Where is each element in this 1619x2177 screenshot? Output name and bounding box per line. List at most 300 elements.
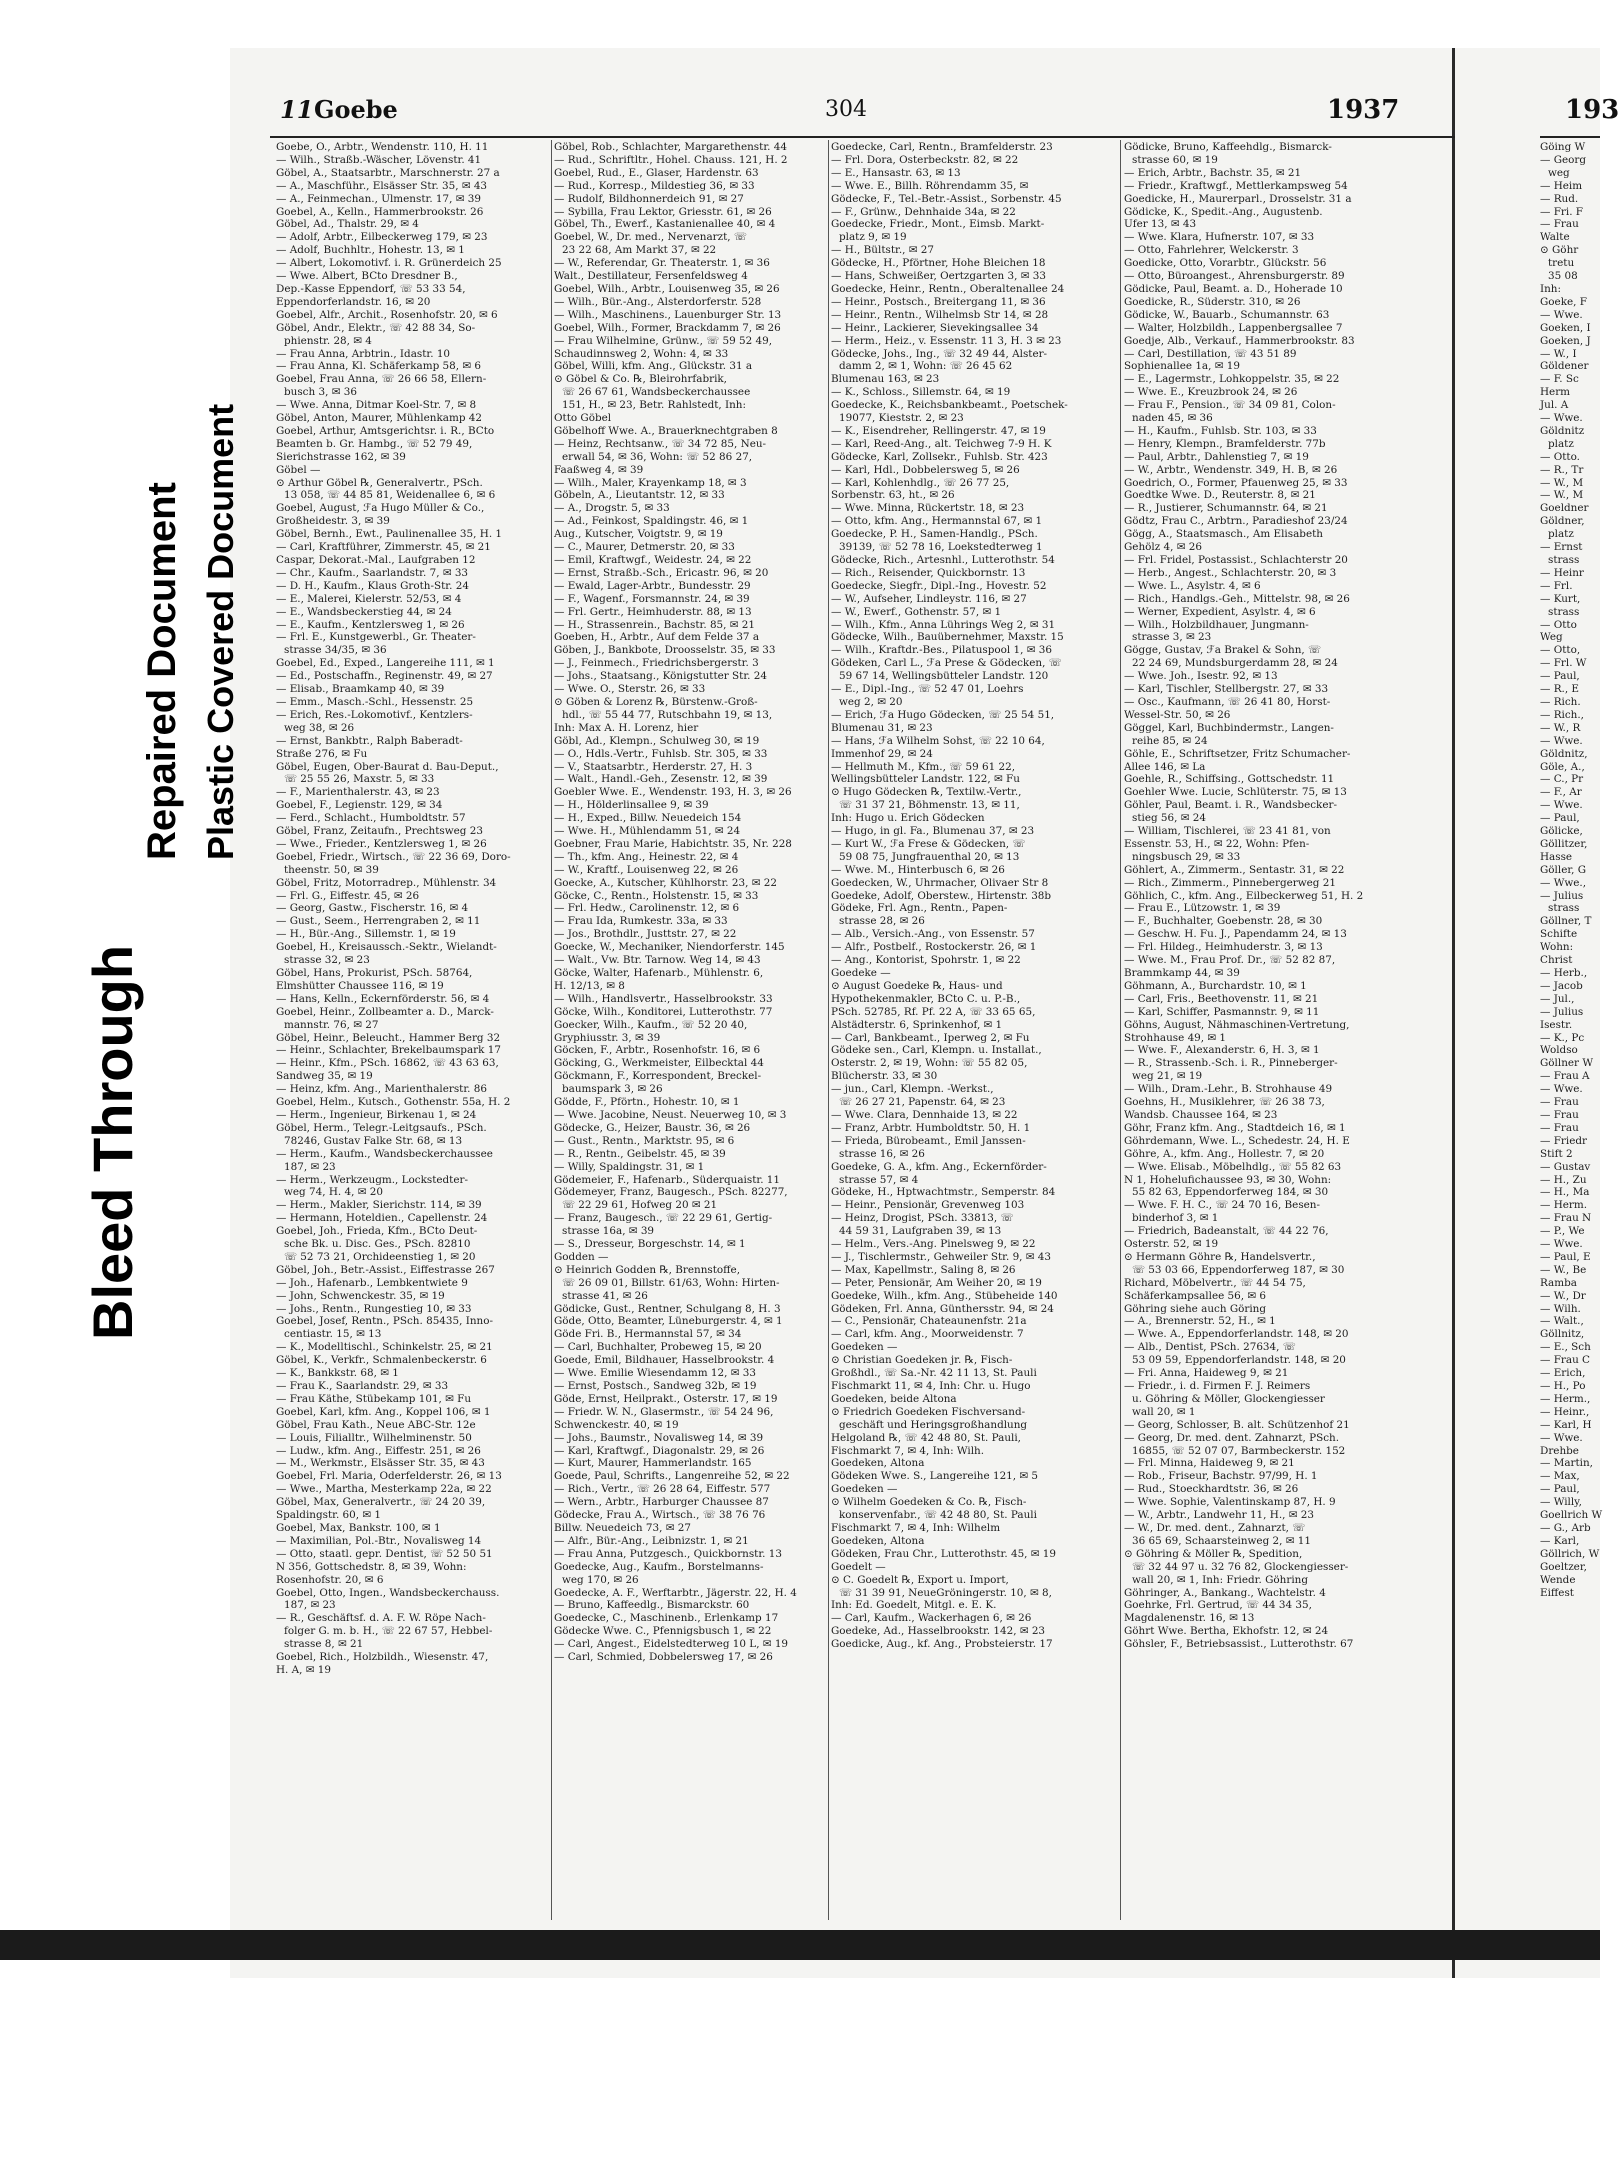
directory-entry: — Kurt, xyxy=(1540,592,1581,605)
directory-entry: — Carl, Buchhalter, Probeweg 15, ✉ 20 xyxy=(554,1341,762,1354)
page-bottom-edge xyxy=(0,1930,1600,1960)
directory-entry: — Wilh., Kfm., Anna Lührings Weg 2, ✉ 31 xyxy=(831,618,1056,631)
directory-entry: Woldso xyxy=(1540,1044,1578,1057)
directory-entry: Isestr. xyxy=(1540,1018,1573,1031)
next-page-column-fragment xyxy=(1540,141,1603,1921)
directory-entry: — Erich, Arbtr., Bachstr. 35, ✉ 21 xyxy=(1124,166,1302,179)
directory-entry: — Karl, Reed-Ang., alt. Teichweg 7-9 H. K xyxy=(831,437,1052,450)
directory-entry: Göldener xyxy=(1540,360,1589,373)
directory-entry: — Erich, Res.-Lokomotivf., Kentzlers- xyxy=(276,708,473,721)
directory-entry: — Frl. Hedw., Carolinenstr. 12, ✉ 6 xyxy=(554,902,740,915)
directory-entry: ☏ 31 39 91, NeueGröningerstr. 10, ✉ 8, xyxy=(839,1586,1052,1599)
directory-entry: Goedecke, Siegfr., Dipl.-Ing., Hovestr. 52 xyxy=(831,579,1047,592)
directory-entry: — Wwe. Minna, Rückertstr. 18, ✉ 23 xyxy=(831,502,1025,515)
directory-entry: Goebel, Alfr., Archit., Rosenhofstr. 20, ✉ 6 xyxy=(276,308,498,321)
directory-entry: Osterstr. 52, ✉ 19 xyxy=(1124,1238,1219,1251)
directory-entry: hdl., ☏ 55 44 77, Rutschbahn 19, ✉ 13, xyxy=(562,708,773,721)
directory-entry: Eiffest xyxy=(1540,1586,1574,1599)
directory-entry: tretu xyxy=(1548,257,1575,270)
column-separator xyxy=(1120,140,1121,1920)
directory-entry: — Carl, kfm. Ang., Moorweidenstr. 7 xyxy=(831,1328,1024,1341)
repaired-document-label: Repaired Document xyxy=(140,482,184,860)
directory-entry: Sierichstrasse 162, ✉ 39 xyxy=(276,450,406,463)
directory-entry: — Paul, xyxy=(1540,812,1580,825)
directory-entry: — Frl. G., Eiffestr. 45, ✉ 26 xyxy=(276,889,420,902)
directory-entry: — Wern., Arbtr., Harburger Chaussee 87 xyxy=(554,1496,769,1509)
directory-entry: — Paul, xyxy=(1540,1483,1580,1496)
directory-entry: — Julius xyxy=(1540,1005,1584,1018)
directory-entry: Goebel, Karl, kfm. Ang., Koppel 106, ✉ 1 xyxy=(276,1405,491,1418)
directory-entry: — E., Sch xyxy=(1540,1341,1591,1354)
directory-entry: — K., Schloss., Sillemstr. 64, ✉ 19 xyxy=(831,386,1011,399)
directory-entry: Goebel, Frau Anna, ☏ 26 66 58, Ellern- xyxy=(276,373,487,386)
directory-entry: — Rich., Handlgs.-Geh., Mittelstr. 98, ✉ 26 xyxy=(1124,592,1350,605)
directory-entry: — Friedr xyxy=(1540,1134,1587,1147)
directory-entry: Goedtke Wwe. D., Reuterstr. 8, ✉ 21 xyxy=(1124,489,1316,502)
directory-entry: Göle, A., xyxy=(1540,760,1585,773)
directory-entry: reihe 85, ✉ 24 xyxy=(1132,734,1208,747)
directory-entry: Goebe, O., Arbtr., Wendenstr. 110, H. 11 xyxy=(276,141,489,153)
directory-entry: Gödicke, Bruno, Kaffeehdlg., Bismarck- xyxy=(1124,141,1332,153)
directory-entry: — Wwe. Jacobine, Neust. Neuerweg 10, ✉ 3 xyxy=(554,1108,787,1121)
directory-entry: — W., Arbtr., Wendenstr. 349, H. B, ✉ 26 xyxy=(1124,463,1338,476)
directory-entry: Goeken, I xyxy=(1540,321,1591,334)
directory-entry: — Willy, xyxy=(1540,1496,1582,1509)
directory-entry: Beamten b. Gr. Hambg., ☏ 52 79 49, xyxy=(276,437,473,450)
directory-entry: — Wwe. xyxy=(1540,799,1583,812)
directory-entry: Goedecke, C., Maschinenb., Erlenkamp 17 xyxy=(554,1612,779,1625)
directory-entry: — H., Bültstr., ✉ 27 xyxy=(831,244,934,257)
directory-entry: Gehölz 4, ✉ 26 xyxy=(1124,541,1202,554)
directory-entry: Blumenau 163, ✉ 23 xyxy=(831,373,940,386)
directory-entry: — F., Ar xyxy=(1540,786,1582,799)
directory-entry: — Th., kfm. Ang., Heinestr. 22, ✉ 4 xyxy=(554,850,739,863)
directory-entry: Aug., Kutscher, Voigtstr. 9, ✉ 19 xyxy=(554,528,723,541)
directory-entry: Gödecke, F., Tel.-Betr.-Assist., Sorbenstr. 45 xyxy=(831,192,1062,205)
directory-entry: — Wwe. A., Eppendorferlandstr. 148, ✉ 20 xyxy=(1124,1328,1349,1341)
directory-entry: Goebler Wwe. E., Wendenstr. 193, H. 3, ✉ 26 xyxy=(554,786,792,799)
directory-entry: — Frau xyxy=(1540,1108,1579,1121)
directory-entry: — Rud., Schriftltr., Hohel. Chauss. 121, H. 2 xyxy=(554,153,788,166)
directory-entry: Spaldingstr. 60, ✉ 1 xyxy=(276,1509,381,1522)
directory-entry: Göbeln, A., Lieutantstr. 12, ✉ 33 xyxy=(554,489,725,502)
directory-entry: Göhringer, A., Bankang., Wachtelstr. 4 xyxy=(1124,1586,1326,1599)
directory-entry: — K., Bankkstr. 68, ✉ 1 xyxy=(276,1367,399,1380)
directory-entry: — Wwe., xyxy=(1540,876,1587,889)
directory-entry: — Rud., Stoeckhardtstr. 36, ✉ 26 xyxy=(1124,1483,1299,1496)
directory-entry: Goebel, A., Kelln., Hammerbrookstr. 26 xyxy=(276,205,484,218)
directory-entry: Göhsler, F., Betriebsassist., Lutterothstr. 67 xyxy=(1124,1638,1354,1651)
directory-entry: — Frl. Fridel, Postassist., Schlachterstr 20 xyxy=(1124,554,1348,566)
directory-entry: Gödeke sen., Carl, Klempn. u. Installat., xyxy=(831,1044,1042,1057)
directory-entry: Gödecke, G., Heizer, Baustr. 36, ✉ 26 xyxy=(554,1121,751,1134)
directory-entry: 35 08 xyxy=(1548,270,1578,283)
directory-entry: weg 74, H. 4, ✉ 20 xyxy=(284,1186,383,1199)
directory-entry: N 356, Gottschedstr. 8, ✉ 39, Wohn: xyxy=(276,1560,467,1573)
directory-entry: — Rudolf, Bildhonnerdeich 91, ✉ 27 xyxy=(554,192,744,205)
directory-entry: ☏ 32 44 97 u. 32 76 82, Glockengiesser- xyxy=(1132,1560,1349,1573)
directory-entry: ☏ 31 37 21, Böhmenstr. 13, ✉ 11, xyxy=(839,799,1020,812)
directory-entry: Goebel, H., Kreisaussch.-Sektr., Wielandt- xyxy=(276,941,497,954)
directory-entry: Goedecke, K., Reichsbankbeamt., Poetschek- xyxy=(831,399,1068,412)
directory-entry: konservenfabr., ☏ 42 48 80, St. Pauli xyxy=(839,1509,1037,1522)
directory-entry: — Jul., xyxy=(1540,992,1575,1005)
directory-entry: — Hugo, in gl. Fa., Blumenau 37, ✉ 23 xyxy=(831,825,1035,838)
directory-entry: — Werner, Expedient, Asylstr. 4, ✉ 6 xyxy=(1124,605,1316,618)
directory-entry: Göbelhoff Wwe. A., Brauerknechtgraben 8 xyxy=(554,424,778,437)
directory-entry: — Wwe. xyxy=(1540,412,1583,425)
directory-entry: 78246, Gustav Falke Str. 68, ✉ 13 xyxy=(284,1134,463,1147)
directory-entry: — H., Bür.-Ang., Sillemstr. 1, ✉ 19 xyxy=(276,928,456,941)
running-head-word: Goebe xyxy=(314,95,398,124)
directory-entry: Goedrich, O., Former, Pfauenweg 25, ✉ 33 xyxy=(1124,476,1348,489)
directory-entry: Inh: Hugo u. Erich Gödecken xyxy=(831,812,985,825)
directory-entry: — Martin, xyxy=(1540,1457,1593,1470)
directory-entry: Göbel, Joh., Betr.-Assist., Eiffestrasse 267 xyxy=(276,1263,495,1276)
directory-entry: — Frau xyxy=(1540,1121,1579,1134)
directory-entry: Goedecke, Carl, Rentn., Bramfelderstr. 23 xyxy=(831,141,1053,153)
directory-entry: Goedelt — xyxy=(831,1560,886,1573)
directory-entry: — Hermann, Hoteldien., Capellenstr. 24 xyxy=(276,1212,488,1225)
directory-entry: Straße 276, ✉ Fu xyxy=(276,747,368,760)
directory-entry: Goehns, H., Musiklehrer, ☏ 26 38 73, xyxy=(1124,1096,1325,1109)
directory-entry: Göcking, G., Werkmeister, Eilbecktal 44 xyxy=(554,1057,764,1070)
directory-entry: Herm xyxy=(1540,386,1571,399)
directory-entry: — Ad., Feinkost, Spaldingstr. 46, ✉ 1 xyxy=(554,515,749,528)
directory-entry: — Wwe. Elisab., Möbelhdlg., ☏ 55 82 63 xyxy=(1124,1160,1342,1173)
directory-entry: u. Göhring & Möller, Glockengiesser xyxy=(1132,1392,1325,1405)
directory-entry: H. 12/13, ✉ 8 xyxy=(554,979,625,992)
directory-entry: — Otto, staatl. gepr. Dentist, ☏ 52 50 51 xyxy=(276,1547,493,1560)
directory-entry: — Jos., Brothdlr., Justtstr. 27, ✉ 22 xyxy=(554,928,737,941)
directory-entry: — Frau xyxy=(1540,218,1579,231)
directory-entry: Goedeke, G. A., kfm. Ang., Eckernförder- xyxy=(831,1160,1047,1173)
directory-entry: — R., Justierer, Schumannstr. 64, ✉ 21 xyxy=(1124,502,1328,515)
directory-entry: — Frau N xyxy=(1540,1212,1592,1225)
directory-entry: ☏ 25 55 26, Maxstr. 5, ✉ 33 xyxy=(284,773,435,786)
directory-entry: — Gust., Seem., Herrengraben 2, ✉ 11 xyxy=(276,915,481,928)
directory-entry: — Emil, Kraftwgf., Weidestr. 24, ✉ 22 xyxy=(554,554,752,566)
directory-entry: Göbel, Max, Generalvertr., ☏ 24 20 39, xyxy=(276,1496,486,1509)
directory-entry: Goellrich W xyxy=(1540,1509,1603,1522)
directory-entry: 23 22 68, Am Markt 37, ✉ 22 xyxy=(562,244,717,257)
directory-entry: — H., Po xyxy=(1540,1380,1586,1392)
directory-entry: Goebel, Rud., E., Glaser, Hardenstr. 63 xyxy=(554,166,759,179)
directory-entry: — H., Kaufm., Fuhlsb. Str. 103, ✉ 33 xyxy=(1124,424,1317,437)
directory-entry: ☏ 26 09 01, Billstr. 61/63, Wohn: Hirten- xyxy=(562,1276,780,1289)
directory-entry: ⊙ Christian Goedeken jr. ℞, Fisch- xyxy=(831,1354,1013,1367)
directory-entry: Billw. Neuedeich 73, ✉ 27 xyxy=(554,1521,691,1534)
directory-entry: N 1, Hohelufichaussee 93, ✉ 30, Wohn: xyxy=(1124,1173,1332,1186)
directory-entry: — Sybilla, Frau Lektor, Griesstr. 61, ✉ 26 xyxy=(554,205,772,218)
directory-entry: — P., We xyxy=(1540,1225,1585,1238)
directory-entry: platz xyxy=(1548,528,1574,541)
directory-entry: — Friedr., i. d. Firmen F. J. Reimers xyxy=(1124,1380,1311,1392)
directory-entry: Goehle, R., Schiffsing., Gottschedstr. 11 xyxy=(1124,773,1335,786)
directory-entry: — Wwe. F. H. C., ☏ 24 70 16, Besen- xyxy=(1124,1199,1321,1212)
directory-entry: — Julius xyxy=(1540,889,1584,902)
directory-entry: — Carl, Angest., Eidelstedterweg 10 L, ✉ 19 xyxy=(554,1638,789,1651)
directory-entry: Inh: Ed. Goedelt, Mitgl. e. E. K. xyxy=(831,1599,997,1612)
directory-entry: — Hans, ℱa Wilhelm Sohst, ☏ 22 10 64, xyxy=(831,734,1045,747)
directory-entry: — Herb., Angest., Schlachterstr. 20, ✉ 3 xyxy=(1124,566,1337,579)
directory-entry: Göbel, Andr., Elektr., ☏ 42 88 34, So- xyxy=(276,321,476,334)
directory-entry: Gögg, A., Staatsmasch., Am Elisabeth xyxy=(1124,528,1323,541)
directory-entry: Gödemeyer, Franz, Baugesch., PSch. 82277, xyxy=(554,1186,788,1199)
directory-entry: — Ferd., Schlacht., Humboldtstr. 57 xyxy=(276,812,466,825)
directory-entry: — F., Buchhalter, Goebenstr. 28, ✉ 30 xyxy=(1124,915,1323,928)
directory-entry: Goedeke, Ad., Hasselbrookstr. 142, ✉ 23 xyxy=(831,1625,1046,1638)
directory-entry: Großhdl., ☏ Sa.-Nr. 42 11 13, St. Pauli xyxy=(831,1367,1037,1380)
directory-entry: Allee 146, ✉ La xyxy=(1124,760,1206,773)
directory-entry: — Ernst, Postsch., Sandweg 32b, ✉ 19 xyxy=(554,1380,757,1392)
directory-entry: — Otto, xyxy=(1540,644,1581,657)
directory-entry: — V., Staatsarbtr., Herderstr. 27, H. 3 xyxy=(554,760,753,773)
directory-entry: — K., Modelltischl., Schinkelstr. 25, ✉ 21 xyxy=(276,1341,493,1354)
column-separator xyxy=(551,140,552,1920)
directory-entry: — Frl. W xyxy=(1540,657,1587,670)
directory-entry: platz xyxy=(1548,437,1574,450)
directory-entry: — Alfr., Postbelf., Rostockerstr. 26, ✉ 1 xyxy=(831,941,1037,954)
directory-entry: — Johs., Staatsang., Königstutter Str. 24 xyxy=(554,670,768,683)
directory-entry: Blücherstr. 33, ✉ 30 xyxy=(831,1070,938,1083)
directory-entry: Goeke, F xyxy=(1540,295,1587,308)
directory-entry: — Wwe. L., Asylstr. 4, ✉ 6 xyxy=(1124,579,1261,592)
directory-entry: Schäferkampsallee 56, ✉ 6 xyxy=(1124,1289,1267,1302)
directory-entry: Drehbe xyxy=(1540,1444,1579,1457)
directory-entry: Stift 2 xyxy=(1540,1147,1573,1160)
directory-entry: Eppendorferlandstr. 16, ✉ 20 xyxy=(276,295,431,308)
directory-entry: — Geschw. H. Fu. J., Papendamm 24, ✉ 13 xyxy=(1124,928,1347,941)
directory-entry: Goedicke, Otto, Vorarbtr., Glückstr. 56 xyxy=(1124,257,1327,270)
directory-entry: Göhring siehe auch Göring xyxy=(1124,1302,1267,1315)
directory-entry: — Walt., Handl.-Geh., Zesenstr. 12, ✉ 39 xyxy=(554,773,768,786)
directory-entry: Goedeken, Altona xyxy=(831,1534,925,1547)
directory-entry: — Carl, Destillation, ☏ 43 51 89 xyxy=(1124,347,1297,360)
directory-entry: Goedecke, Friedr., Mont., Eimsb. Markt- xyxy=(831,218,1045,231)
directory-entry: strasse 16, ✉ 26 xyxy=(839,1147,925,1160)
directory-entry: Göbel, Bernh., Ewt., Paulinenallee 35, H. 1 xyxy=(276,528,503,541)
directory-entry: — Rich., Reisender, Quickbornstr. 13 xyxy=(831,566,1026,579)
directory-entry: — Otto, kfm. Ang., Hermannstal 67, ✉ 1 xyxy=(831,515,1043,528)
directory-entry: — D. H., Kaufm., Klaus Groth-Str. 24 xyxy=(276,579,469,592)
directory-entry: — Frl. xyxy=(1540,579,1573,592)
directory-entry: Göllrich, W xyxy=(1540,1547,1600,1560)
directory-entry: — Wwe. xyxy=(1540,1083,1583,1096)
directory-entry: — F. Sc xyxy=(1540,373,1579,386)
directory-entry: — Wwe. xyxy=(1540,1238,1583,1251)
directory-entry: — Carl, Bankbeamt., Iperweg 2, ✉ Fu xyxy=(831,1031,1030,1044)
directory-entry: Göhler, Paul, Beamt. i. R., Wandsbecker- xyxy=(1124,799,1337,812)
directory-entry: — Wwe. M., Hinterbusch 6, ✉ 26 xyxy=(831,863,1005,876)
directory-entry: — Karl, H xyxy=(1540,1418,1592,1431)
directory-entry: — Adolf, Buchhltr., Hohestr. 13, ✉ 1 xyxy=(276,244,465,257)
directory-entry: Sandweg 35, ✉ 19 xyxy=(276,1070,373,1083)
directory-entry: Gödecke Wwe. C., Pfennigsbusch 1, ✉ 22 xyxy=(554,1625,772,1638)
directory-entry: Goecke, W., Mechaniker, Niendorferstr. 145 xyxy=(554,941,785,954)
directory-entry: Goehler Wwe. Lucie, Schlüterstr. 75, ✉ 13 xyxy=(1124,786,1347,799)
directory-column-2 xyxy=(554,141,826,1921)
directory-entry: Gödemeier, F., Hafenarb., Süderquaistr. 11 xyxy=(554,1173,781,1186)
directory-entry: Göbel, Hans, Prokurist, PSch. 58764, xyxy=(276,967,473,979)
directory-entry: Fischmarkt 11, ✉ 4, Inh: Chr. u. Hugo xyxy=(831,1380,1031,1392)
directory-entry: — Herb., xyxy=(1540,967,1588,979)
directory-entry: — R., Strassenb.-Sch. i. R., Pinneberger- xyxy=(1124,1057,1338,1070)
directory-entry: — F., Marienthalerstr. 43, ✉ 23 xyxy=(276,786,440,799)
directory-entry: — Helm., Vers.-Ang. Pinelsweg 9, ✉ 22 xyxy=(831,1238,1036,1251)
directory-entry: Goebel, August, ℱa Hugo Müller & Co., xyxy=(276,502,485,515)
directory-entry: Goeben, H., Arbtr., Auf dem Felde 37 a xyxy=(554,631,760,644)
directory-entry: Göldner, xyxy=(1540,515,1585,528)
directory-entry: ⊙ Wilhelm Goedeken & Co. ℞, Fisch- xyxy=(831,1496,1027,1509)
directory-entry: 55 82 63, Eppendorferweg 184, ✉ 30 xyxy=(1132,1186,1329,1199)
directory-entry: — Erich, xyxy=(1540,1367,1586,1380)
directory-entry: — Paul, xyxy=(1540,670,1580,683)
directory-entry: folger G. m. b. H., ☏ 22 67 57, Hebbel- xyxy=(284,1625,493,1638)
directory-entry: Goedeke — xyxy=(831,967,891,979)
directory-entry: — Wwe. Joh., Isestr. 92, ✉ 13 xyxy=(1124,670,1278,683)
directory-entry: — Franz, Baugesch., ☏ 22 29 61, Gertig- xyxy=(554,1212,773,1225)
directory-entry: — Herm., Makler, Sierichstr. 114, ✉ 39 xyxy=(276,1199,482,1212)
directory-entry: — Walt., Vw. Btr. Tarnow. Weg 14, ✉ 43 xyxy=(554,954,761,967)
directory-entry: Göbel, Fritz, Motorradrep., Mühlenstr. 34 xyxy=(276,876,497,889)
directory-entry: ⊙ August Goedeke ℞, Haus- und xyxy=(831,979,1003,992)
directory-entry: — Kurt W., ℱa Frese & Gödecken, ☏ xyxy=(831,837,1026,850)
directory-entry: — Herm., Werkzeugm., Lockstedter- xyxy=(276,1173,468,1186)
directory-entry: — Wwe., Frieder., Kentzlersweg 1, ✉ 26 xyxy=(276,837,487,850)
directory-entry: — W., Kraftf., Louisenweg 22, ✉ 26 xyxy=(554,863,739,876)
directory-entry: — W., I xyxy=(1540,347,1577,360)
directory-entry: — Wwe. Sophie, Valentinskamp 87, H. 9 xyxy=(1124,1496,1336,1509)
directory-entry: — Walter, Holzbildh., Lappenbergsallee 7 xyxy=(1124,321,1343,334)
directory-entry: — Wwe. Anna, Ditmar Koel-Str. 7, ✉ 8 xyxy=(276,399,477,412)
directory-entry: — Gustav xyxy=(1540,1160,1591,1173)
directory-entry: — Frau Ida, Rumkestr. 33a, ✉ 33 xyxy=(554,915,728,928)
directory-entry: — R., Tr xyxy=(1540,463,1584,476)
directory-entry: Göldnitz xyxy=(1540,424,1585,437)
directory-entry: ningsbusch 29, ✉ 33 xyxy=(1132,850,1241,863)
directory-entry: — Wilh., Handlsvertr., Hasselbrookstr. 33 xyxy=(554,992,773,1005)
directory-entry: — H., Ma xyxy=(1540,1186,1590,1199)
directory-entry: naden 45, ✉ 36 xyxy=(1132,412,1213,425)
directory-entry: — Max, xyxy=(1540,1470,1580,1483)
directory-entry: — Ludw., kfm. Ang., Eiffestr. 251, ✉ 26 xyxy=(276,1444,481,1457)
directory-entry: — Heinr., Rentn., Wilhelmsb Str 14, ✉ 28 xyxy=(831,308,1049,321)
directory-entry: damm 2, ✉ 1, Wohn: ☏ 26 45 62 xyxy=(839,360,1013,373)
directory-entry: — Wilh., Holzbildhauer, Jungmann- xyxy=(1124,618,1309,631)
directory-entry: — Max, Kapellmstr., Saling 8, ✉ 26 xyxy=(831,1263,1016,1276)
directory-entry: — G., Arb xyxy=(1540,1521,1591,1534)
directory-entry: — Wilh., Straßb.-Wäscher, Lövenstr. 41 xyxy=(276,153,482,166)
directory-entry: Magdalenenstr. 16, ✉ 13 xyxy=(1124,1612,1255,1625)
directory-entry: — Georg, Dr. med. dent. Zahnarzt, PSch. xyxy=(1124,1431,1340,1444)
directory-entry: 53 09 59, Eppendorferlandstr. 148, ✉ 20 xyxy=(1132,1354,1346,1367)
directory-entry: — Wwe. xyxy=(1540,734,1583,747)
directory-entry: ⊙ Göhring & Möller ℞, Spedition, xyxy=(1124,1547,1303,1560)
directory-entry: — Herm., Ingenieur, Birkenau 1, ✉ 24 xyxy=(276,1108,477,1121)
directory-entry: — Wwe. Albert, BCto Dresdner B., xyxy=(276,270,458,283)
directory-entry: Goebel, Frl. Maria, Oderfelderstr. 26, ✉ 13 xyxy=(276,1470,502,1483)
directory-entry: ☏ 26 67 61, Wandsbeckerchaussee xyxy=(562,386,751,399)
directory-entry: — Heinr., Postsch., Breitergang 11, ✉ 36 xyxy=(831,295,1046,308)
directory-entry: — Wilh., Dram.-Lehr., B. Strohhause 49 xyxy=(1124,1083,1333,1096)
directory-entry: 19077, Kieststr. 2, ✉ 23 xyxy=(839,412,964,425)
directory-entry: — Hellmuth M., Kfm., ☏ 59 61 22, xyxy=(831,760,1016,773)
directory-entry: 187, ✉ 23 xyxy=(284,1160,336,1173)
directory-entry: — Heim xyxy=(1540,179,1583,192)
directory-entry: 44 59 31, Laufgraben 39, ✉ 13 xyxy=(839,1225,1002,1238)
directory-entry: Göldnitz, xyxy=(1540,747,1588,760)
directory-entry: — Frau xyxy=(1540,1096,1579,1109)
directory-entry: Gödicke, Paul, Beamt. a. D., Hoherade 10 xyxy=(1124,282,1343,295)
directory-entry: — Wwe. F., Alexanderstr. 6, H. 3, ✉ 1 xyxy=(1124,1044,1320,1057)
directory-entry: weg 21, ✉ 19 xyxy=(1132,1070,1203,1083)
directory-entry: Göhmann, A., Burchardstr. 10, ✉ 1 xyxy=(1124,979,1307,992)
directory-entry: ☏ 22 29 61, Hofweg 20 ✉ 21 xyxy=(562,1199,718,1212)
directory-entry: Goedeken, beide Altona xyxy=(831,1392,957,1405)
directory-entry: Göhrdemann, Wwe. L., Schedestr. 24, H. E xyxy=(1124,1134,1350,1147)
directory-entry: Goebel, Joh., Frieda, Kfm., BCto Deut- xyxy=(276,1225,478,1238)
directory-entry: Göcken, F., Arbtr., Rosenhofstr. 16, ✉ 6 xyxy=(554,1044,761,1057)
directory-entry: Faaßweg 4, ✉ 39 xyxy=(554,463,644,476)
directory-entry: — Otto xyxy=(1540,618,1577,631)
directory-entry: — Frau F., Pension., ☏ 34 09 81, Colon- xyxy=(1124,399,1336,412)
directory-entry: Goeltzer, xyxy=(1540,1560,1587,1573)
directory-entry: — Frau Anna, Arbtrin., Idastr. 10 xyxy=(276,347,451,360)
directory-entry: — Heinr., Kfm., PSch. 16862, ☏ 43 63 63, xyxy=(276,1057,499,1070)
directory-entry: Goedeke, Adolf, Oberstew., Hirtenstr. 38b xyxy=(831,889,1052,902)
directory-entry: Gödecke, Karl, Zollsekr., Fuhlsb. Str. 423 xyxy=(831,450,1048,463)
directory-entry: strasse 60, ✉ 19 xyxy=(1132,153,1218,166)
directory-entry: Göckmann, F., Korrespondent, Breckel- xyxy=(554,1070,762,1083)
directory-entry: Goebel, F., Legienstr. 129, ✉ 34 xyxy=(276,799,443,812)
directory-entry: Jul. A xyxy=(1540,399,1569,412)
directory-entry: PSch. 52785, Rf. Pf. 22 A, ☏ 33 65 65, xyxy=(831,1005,1036,1018)
directory-entry: Goecke, A., Kutscher, Kühlhorstr. 23, ✉ 22 xyxy=(554,876,777,889)
directory-entry: Goede, Emil, Bildhauer, Hasselbrookstr. 4 xyxy=(554,1354,775,1367)
directory-entry: — Bruno, Kaffeedlg., Bismarckstr. 60 xyxy=(554,1599,750,1612)
page-number: 304 xyxy=(825,97,867,122)
directory-entry: — Wwe. E., Billh. Röhrendamm 35, ✉ xyxy=(831,179,1029,192)
directory-entry: — Karl, Schiffer, Pasmannstr. 9, ✉ 11 xyxy=(1124,1005,1320,1018)
directory-entry: Gödeken, Frl. Anna, Günthersstr. 94, ✉ 24 xyxy=(831,1302,1054,1315)
directory-entry: — C., Maurer, Detmerstr. 20, ✉ 33 xyxy=(554,541,735,554)
directory-entry: ⊙ Hugo Gödecken ℞, Textilw.-Vertr., xyxy=(831,786,1022,799)
directory-entry: ⊙ C. Goedelt ℞, Export u. Import, xyxy=(831,1573,1009,1586)
directory-entry: Göllner, T xyxy=(1540,915,1592,928)
directory-entry: — Ernst, Straßb.-Sch., Ericastr. 96, ✉ 20 xyxy=(554,566,769,579)
directory-entry: Goedicke, Aug., kf. Ang., Probsteierstr. 17 xyxy=(831,1638,1053,1651)
directory-entry: Göbel — xyxy=(276,463,321,476)
directory-entry: — Walt., xyxy=(1540,1315,1584,1328)
directory-entry: Göbel, Willi, kfm. Ang., Glückstr. 31 a xyxy=(554,360,753,373)
directory-entry: Goebel, Helm., Kutsch., Gothenstr. 55a, H. 2 xyxy=(276,1096,511,1109)
directory-entry: — Carl, Fris., Beethovenstr. 11, ✉ 21 xyxy=(1124,992,1319,1005)
directory-entry: 59 08 75, Jungfrauenthal 20, ✉ 13 xyxy=(839,850,1020,863)
directory-entry: ⊙ Göhr xyxy=(1540,244,1579,257)
directory-entry: Goedeke, Wilh., kfm. Ang., Stübeheide 140 xyxy=(831,1289,1058,1302)
directory-entry: Walt., Destillateur, Fersenfeldsweg 4 xyxy=(554,270,748,283)
directory-entry: Richard, Möbelvertr., ☏ 44 54 75, xyxy=(1124,1276,1306,1289)
directory-entry: Schifte xyxy=(1540,928,1578,941)
directory-entry: — R., Geschäftsf. d. A. F. W. Röpe Nach- xyxy=(276,1612,486,1625)
directory-entry: ⊙ Friedrich Goedeken Fischversand- xyxy=(831,1405,1026,1418)
directory-entry: strasse 28, ✉ 26 xyxy=(839,915,925,928)
directory-entry: Göcke, Wilh., Konditorei, Lutterothstr. 77 xyxy=(554,1005,773,1018)
directory-entry: weg xyxy=(1548,166,1570,179)
directory-entry: Göhre, A., kfm. Ang., Hollestr. 7, ✉ 20 xyxy=(1124,1147,1325,1160)
directory-entry: Göbel, Franz, Zeitaufn., Prechtsweg 23 xyxy=(276,825,483,838)
